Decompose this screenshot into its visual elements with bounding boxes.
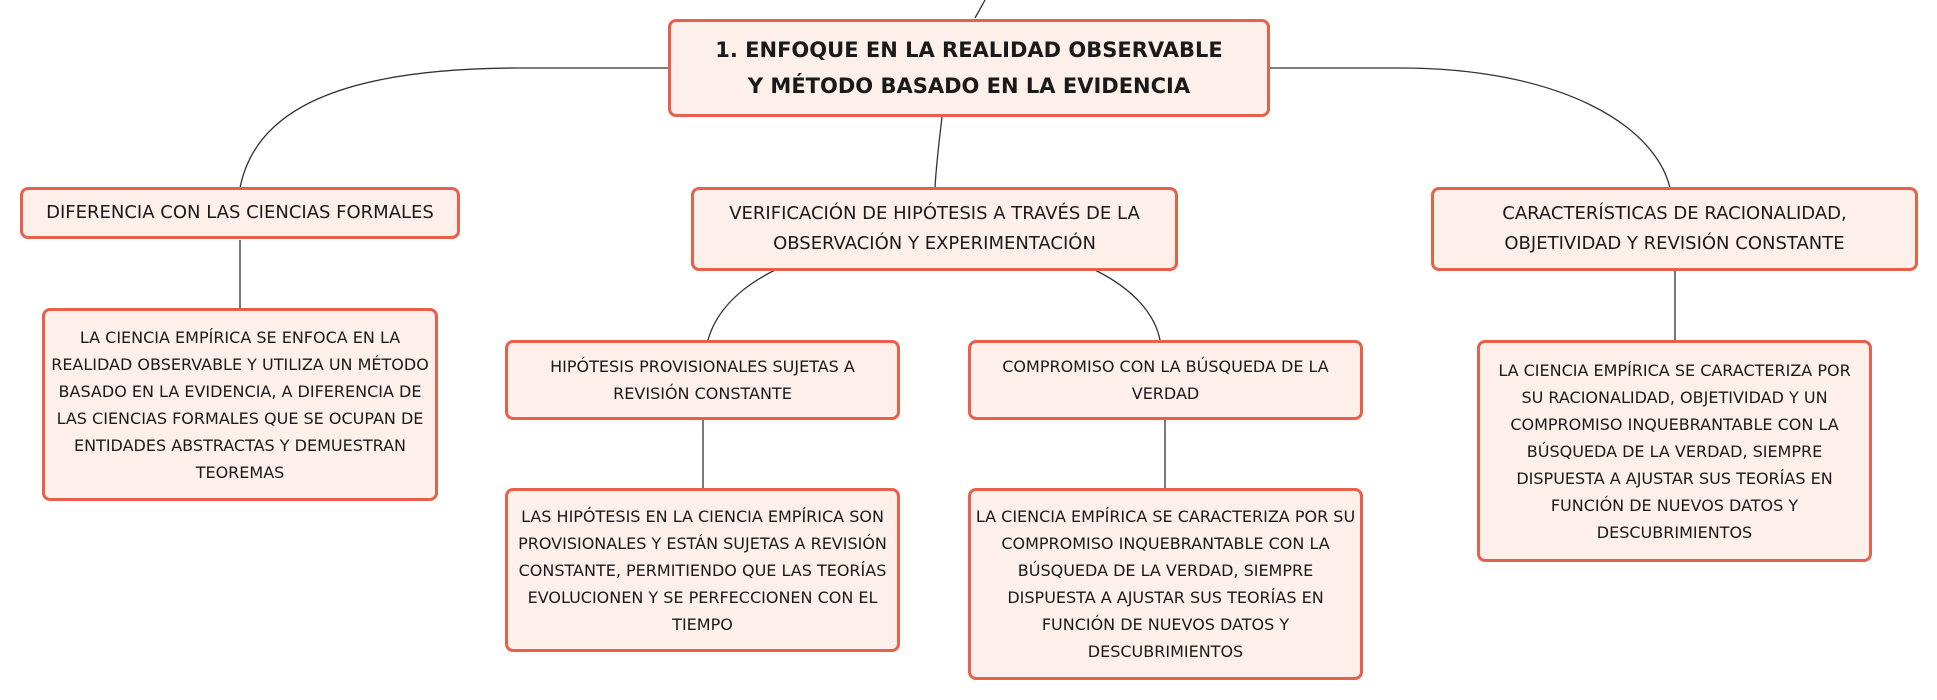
branch-right-detail-text: LA CIENCIA EMPÍRICA SE CARACTERIZA POR SU RACIONALIDAD, OBJETIVIDAD Y UN COMPROMISO INQUEBRANTABLE CON LA BÚSQUEDA DE LA VERDAD, SIEMPRE DISPUESTA A AJUSTAR SUS TEORÍAS EN FUNCIÓN DE NUEVOS DATOS Y DESCUBRIMIENTOS: [1498, 360, 1851, 542]
subtopic-compromiso-detail[interactable]: [968, 488, 1363, 680]
root-topic-label: 1. ENFOQUE EN LA REALIDAD OBSERVABLE Y MÉTODO BASADO EN LA EVIDENCIA: [715, 38, 1223, 98]
branch-left-label: DIFERENCIA CON LAS CIENCIAS FORMALES: [46, 202, 434, 223]
subtopic-compromiso-label: COMPROMISO CON LA BÚSQUEDA DE LA VERDAD: [1002, 357, 1329, 403]
connector-root-right: [1268, 68, 1670, 188]
branch-center[interactable]: [691, 187, 1178, 271]
subtopic-hipotesis-detail[interactable]: [505, 488, 900, 652]
subtopic-compromiso[interactable]: [968, 340, 1363, 420]
branch-right-detail[interactable]: [1477, 340, 1872, 562]
branch-left[interactable]: [20, 187, 460, 239]
connector-root-parent: [975, 0, 985, 18]
branch-left-detail[interactable]: [42, 308, 438, 501]
branch-center-label: VERIFICACIÓN DE HIPÓTESIS A TRAVÉS DE LA OBSERVACIÓN Y EXPERIMENTACIÓN: [729, 203, 1140, 254]
subtopic-compromiso-detail-text: LA CIENCIA EMPÍRICA SE CARACTERIZA POR SU COMPROMISO INQUEBRANTABLE CON LA BÚSQUEDA DE LA VERDAD, SIEMPRE DISPUESTA A AJUSTAR SUS TEORÍAS EN FUNCIÓN DE NUEVOS DATOS Y DESCUBRIMIENTOS: [975, 507, 1356, 661]
subtopic-hipotesis-label: HIPÓTESIS PROVISIONALES SUJETAS A REVISIÓN CONSTANTE: [550, 357, 855, 403]
root-topic[interactable]: [668, 19, 1270, 117]
branch-left-detail-text: LA CIENCIA EMPÍRICA SE ENFOCA EN LA REALIDAD OBSERVABLE Y UTILIZA UN MÉTODO BASADO EN LA EVIDENCIA, A DIFERENCIA DE LAS CIENCIAS FORMALES QUE SE OCUPAN DE ENTIDADES ABSTRACTAS Y DEMUESTRAN TEOREMAS: [51, 327, 429, 482]
branch-right-label: CARACTERÍSTICAS DE RACIONALIDAD, OBJETIVIDAD Y REVISIÓN CONSTANTE: [1502, 203, 1847, 254]
connector-root-left: [240, 68, 668, 188]
subtopic-hipotesis-detail-text: LAS HIPÓTESIS EN LA CIENCIA EMPÍRICA SON PROVISIONALES Y ESTÁN SUJETAS A REVISIÓN CONSTANTE, PERMITIENDO QUE LAS TEORÍAS EVOLUCIONEN Y SE PERFECCIONEN CON EL TIEMPO: [518, 506, 887, 634]
connector-center-child2: [1095, 270, 1160, 340]
connector-root-center: [935, 117, 942, 188]
branch-right[interactable]: [1431, 187, 1918, 271]
connector-center-child1: [708, 270, 775, 340]
subtopic-hipotesis[interactable]: [505, 340, 900, 420]
